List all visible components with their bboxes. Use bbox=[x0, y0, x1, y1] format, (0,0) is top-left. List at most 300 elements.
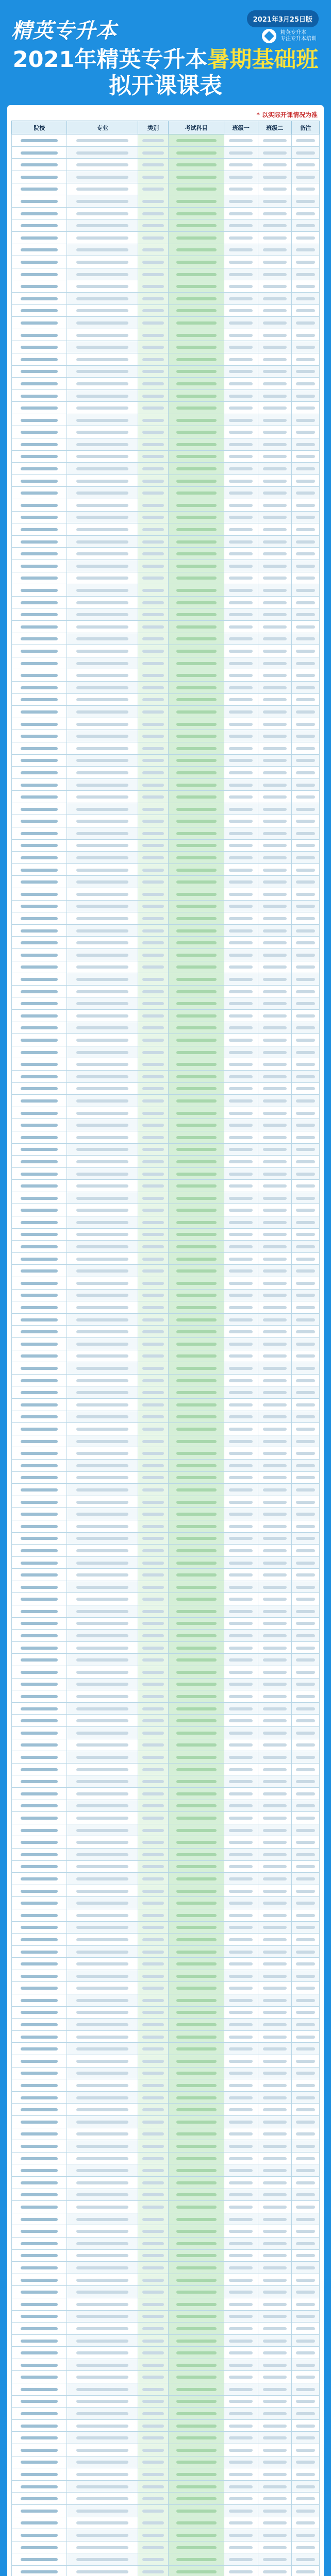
table-cell bbox=[67, 1156, 138, 1168]
table-cell bbox=[292, 1934, 320, 1946]
table-cell bbox=[258, 1775, 292, 1788]
unreadable-text-placeholder bbox=[229, 2096, 253, 2099]
unreadable-text-placeholder bbox=[21, 2023, 58, 2026]
unreadable-text-placeholder bbox=[21, 747, 58, 750]
table-cell bbox=[224, 523, 258, 536]
unreadable-text-placeholder bbox=[142, 856, 164, 859]
unreadable-text-placeholder bbox=[263, 2485, 287, 2488]
table-cell bbox=[12, 2201, 67, 2213]
unreadable-text-placeholder bbox=[76, 2351, 128, 2354]
unreadable-text-placeholder bbox=[21, 893, 58, 896]
unreadable-text-placeholder bbox=[229, 686, 253, 689]
table-cell bbox=[292, 256, 320, 268]
unreadable-text-placeholder bbox=[229, 188, 253, 191]
unreadable-text-placeholder bbox=[176, 917, 217, 920]
unreadable-text-placeholder bbox=[176, 1136, 217, 1139]
table-cell bbox=[138, 1119, 169, 1131]
unreadable-text-placeholder bbox=[263, 321, 287, 325]
table-cell bbox=[169, 900, 224, 912]
table-row bbox=[12, 171, 320, 183]
table-cell bbox=[224, 2274, 258, 2286]
unreadable-text-placeholder bbox=[176, 1683, 217, 1686]
unreadable-text-placeholder bbox=[21, 1415, 58, 1418]
unreadable-text-placeholder bbox=[263, 1573, 287, 1577]
table-cell bbox=[67, 438, 138, 451]
table-cell bbox=[67, 280, 138, 293]
unreadable-text-placeholder bbox=[76, 419, 128, 422]
table-row bbox=[12, 572, 320, 584]
unreadable-text-placeholder bbox=[21, 443, 58, 446]
table-cell bbox=[224, 1824, 258, 1836]
table-row bbox=[12, 389, 320, 402]
table-row bbox=[12, 438, 320, 451]
table-cell bbox=[224, 414, 258, 426]
unreadable-text-placeholder bbox=[263, 1586, 287, 1589]
table-cell bbox=[292, 2541, 320, 2553]
unreadable-text-placeholder bbox=[76, 1951, 128, 1954]
table-cell bbox=[138, 2310, 169, 2323]
table-cell bbox=[138, 2152, 169, 2164]
unreadable-text-placeholder bbox=[296, 1294, 315, 1297]
table-cell bbox=[138, 1994, 169, 2007]
table-cell bbox=[224, 1617, 258, 1630]
table-cell bbox=[292, 341, 320, 353]
table-cell bbox=[12, 1605, 67, 1618]
table-cell bbox=[169, 620, 224, 633]
table-cell bbox=[169, 2371, 224, 2383]
table-row bbox=[12, 1435, 320, 1447]
table-cell bbox=[292, 1958, 320, 1970]
table-cell bbox=[258, 2371, 292, 2383]
unreadable-text-placeholder bbox=[21, 965, 58, 969]
unreadable-text-placeholder bbox=[142, 650, 164, 653]
table-header-cell: 类别 bbox=[138, 121, 169, 134]
table-cell bbox=[292, 778, 320, 791]
unreadable-text-placeholder bbox=[296, 650, 315, 653]
table-cell bbox=[138, 900, 169, 912]
table-cell bbox=[67, 827, 138, 840]
unreadable-text-placeholder bbox=[263, 637, 287, 640]
unreadable-text-placeholder bbox=[263, 601, 287, 604]
unreadable-text-placeholder bbox=[296, 1160, 315, 1163]
unreadable-text-placeholder bbox=[229, 2485, 253, 2488]
unreadable-text-placeholder bbox=[296, 382, 315, 385]
unreadable-text-placeholder bbox=[21, 1719, 58, 1722]
unreadable-text-placeholder bbox=[263, 1197, 287, 1200]
table-cell bbox=[292, 973, 320, 986]
table-cell bbox=[169, 183, 224, 195]
table-cell bbox=[138, 2249, 169, 2262]
unreadable-text-placeholder bbox=[21, 844, 58, 847]
table-cell bbox=[67, 973, 138, 986]
unreadable-text-placeholder bbox=[296, 1136, 315, 1139]
unreadable-text-placeholder bbox=[229, 747, 253, 750]
unreadable-text-placeholder bbox=[176, 2181, 217, 2184]
table-cell bbox=[138, 1860, 169, 1873]
table-cell bbox=[12, 146, 67, 159]
table-cell bbox=[224, 1593, 258, 1605]
table-cell bbox=[138, 292, 169, 304]
unreadable-text-placeholder bbox=[296, 613, 315, 616]
unreadable-text-placeholder bbox=[296, 1792, 315, 1795]
table-cell bbox=[292, 1313, 320, 1326]
unreadable-text-placeholder bbox=[229, 1197, 253, 1200]
unreadable-text-placeholder bbox=[176, 1343, 217, 1346]
unreadable-text-placeholder bbox=[21, 1537, 58, 1540]
table-cell bbox=[224, 1484, 258, 1496]
unreadable-text-placeholder bbox=[142, 2510, 164, 2513]
unreadable-text-placeholder bbox=[263, 2449, 287, 2452]
unreadable-text-placeholder bbox=[176, 1184, 217, 1188]
table-cell bbox=[67, 681, 138, 693]
table-header-cell: 班级二 bbox=[258, 121, 292, 134]
table-cell bbox=[292, 1715, 320, 1727]
table-cell bbox=[138, 596, 169, 608]
table-cell bbox=[12, 1897, 67, 1909]
table-cell bbox=[67, 815, 138, 827]
table-cell bbox=[224, 2310, 258, 2323]
unreadable-text-placeholder bbox=[296, 455, 315, 458]
table-row bbox=[12, 2043, 320, 2055]
unreadable-text-placeholder bbox=[263, 795, 287, 799]
table-cell bbox=[224, 1131, 258, 1143]
table-cell bbox=[138, 1690, 169, 1703]
table-cell bbox=[67, 511, 138, 523]
unreadable-text-placeholder bbox=[296, 1026, 315, 1029]
table-cell bbox=[67, 244, 138, 256]
table-cell bbox=[12, 2006, 67, 2019]
table-cell bbox=[138, 1945, 169, 1958]
unreadable-text-placeholder bbox=[296, 2473, 315, 2476]
table-row bbox=[12, 1423, 320, 1435]
unreadable-text-placeholder bbox=[229, 2461, 253, 2464]
unreadable-text-placeholder bbox=[142, 224, 164, 227]
unreadable-text-placeholder bbox=[263, 2036, 287, 2039]
table-cell bbox=[169, 2079, 224, 2092]
unreadable-text-placeholder bbox=[21, 1428, 58, 1431]
table-cell bbox=[67, 2043, 138, 2055]
unreadable-text-placeholder bbox=[21, 2461, 58, 2464]
table-cell bbox=[292, 706, 320, 718]
table-row bbox=[12, 1508, 320, 1520]
unreadable-text-placeholder bbox=[229, 1269, 253, 1273]
unreadable-text-placeholder bbox=[76, 1075, 128, 1078]
unreadable-text-placeholder bbox=[263, 2473, 287, 2476]
unreadable-text-placeholder bbox=[142, 893, 164, 896]
schedule-sheet bbox=[7, 105, 324, 2576]
table-cell bbox=[169, 827, 224, 840]
unreadable-text-placeholder bbox=[229, 1124, 253, 1127]
table-cell bbox=[258, 2104, 292, 2116]
unreadable-text-placeholder bbox=[296, 601, 315, 604]
unreadable-text-placeholder bbox=[76, 1160, 128, 1163]
unreadable-text-placeholder bbox=[296, 1573, 315, 1577]
unreadable-text-placeholder bbox=[263, 2206, 287, 2209]
table-cell bbox=[292, 1058, 320, 1071]
table-cell bbox=[12, 2274, 67, 2286]
table-cell bbox=[224, 2164, 258, 2177]
table-cell bbox=[224, 171, 258, 183]
unreadable-text-placeholder bbox=[76, 2047, 128, 2050]
table-row bbox=[12, 231, 320, 244]
table-cell bbox=[258, 548, 292, 560]
table-cell bbox=[169, 2055, 224, 2067]
unreadable-text-placeholder bbox=[229, 941, 253, 944]
table-cell bbox=[292, 1921, 320, 1934]
unreadable-text-placeholder bbox=[76, 1975, 128, 1978]
table-cell bbox=[258, 231, 292, 244]
unreadable-text-placeholder bbox=[296, 893, 315, 896]
table-cell bbox=[12, 2225, 67, 2238]
table-cell bbox=[67, 1301, 138, 1314]
unreadable-text-placeholder bbox=[142, 1476, 164, 1479]
table-cell bbox=[12, 754, 67, 767]
table-cell bbox=[169, 1070, 224, 1082]
unreadable-text-placeholder bbox=[176, 176, 217, 179]
table-cell bbox=[138, 548, 169, 560]
unreadable-text-placeholder bbox=[176, 698, 217, 701]
table-cell bbox=[258, 584, 292, 597]
table-cell bbox=[292, 2176, 320, 2189]
unreadable-text-placeholder bbox=[76, 2193, 128, 2196]
unreadable-text-placeholder bbox=[229, 1367, 253, 1370]
table-cell bbox=[67, 1252, 138, 1265]
table-cell bbox=[67, 657, 138, 669]
table-cell bbox=[138, 973, 169, 986]
unreadable-text-placeholder bbox=[296, 844, 315, 847]
table-cell bbox=[292, 888, 320, 901]
unreadable-text-placeholder bbox=[176, 650, 217, 653]
unreadable-text-placeholder bbox=[21, 2072, 58, 2075]
table-row bbox=[12, 134, 320, 147]
table-cell bbox=[12, 1289, 67, 1301]
unreadable-text-placeholder bbox=[263, 309, 287, 312]
unreadable-text-placeholder bbox=[296, 808, 315, 811]
table-cell bbox=[138, 463, 169, 475]
unreadable-text-placeholder bbox=[21, 978, 58, 981]
unreadable-text-placeholder bbox=[21, 1330, 58, 1333]
table-row bbox=[12, 900, 320, 912]
unreadable-text-placeholder bbox=[21, 297, 58, 300]
unreadable-text-placeholder bbox=[142, 2121, 164, 2124]
table-row bbox=[12, 1630, 320, 1642]
table-cell bbox=[67, 1702, 138, 1715]
unreadable-text-placeholder bbox=[142, 2072, 164, 2075]
unreadable-text-placeholder bbox=[229, 1379, 253, 1382]
table-cell bbox=[258, 2152, 292, 2164]
table-cell bbox=[12, 1326, 67, 1338]
unreadable-text-placeholder bbox=[296, 552, 315, 555]
unreadable-text-placeholder bbox=[263, 2266, 287, 2269]
table-cell bbox=[292, 961, 320, 973]
table-cell bbox=[12, 2286, 67, 2298]
table-cell bbox=[258, 2517, 292, 2529]
table-cell bbox=[169, 2359, 224, 2371]
unreadable-text-placeholder bbox=[229, 334, 253, 337]
table-cell bbox=[292, 2383, 320, 2396]
table-cell bbox=[292, 2347, 320, 2359]
unreadable-text-placeholder bbox=[76, 601, 128, 604]
table-cell bbox=[169, 863, 224, 876]
table-cell bbox=[169, 378, 224, 390]
table-row bbox=[12, 1873, 320, 1885]
unreadable-text-placeholder bbox=[142, 528, 164, 531]
table-cell bbox=[224, 341, 258, 353]
table-cell bbox=[258, 1630, 292, 1642]
table-cell bbox=[67, 548, 138, 560]
table-cell bbox=[224, 657, 258, 669]
unreadable-text-placeholder bbox=[142, 236, 164, 240]
table-cell bbox=[138, 256, 169, 268]
unreadable-text-placeholder bbox=[176, 1294, 217, 1297]
table-cell bbox=[169, 2140, 224, 2153]
table-row bbox=[12, 1228, 320, 1241]
table-cell bbox=[258, 389, 292, 402]
unreadable-text-placeholder bbox=[176, 1999, 217, 2002]
unreadable-text-placeholder bbox=[176, 1525, 217, 1528]
unreadable-text-placeholder bbox=[263, 589, 287, 592]
table-cell bbox=[258, 2432, 292, 2444]
table-row bbox=[12, 1800, 320, 1812]
table-cell bbox=[138, 633, 169, 645]
table-row bbox=[12, 1241, 320, 1253]
table-cell bbox=[138, 1763, 169, 1775]
unreadable-text-placeholder bbox=[21, 2534, 58, 2537]
unreadable-text-placeholder bbox=[76, 431, 128, 434]
unreadable-text-placeholder bbox=[263, 2327, 287, 2330]
unreadable-text-placeholder bbox=[229, 650, 253, 653]
unreadable-text-placeholder bbox=[229, 1452, 253, 1455]
table-cell bbox=[224, 863, 258, 876]
unreadable-text-placeholder bbox=[229, 236, 253, 240]
unreadable-text-placeholder bbox=[76, 1817, 128, 1820]
unreadable-text-placeholder bbox=[229, 200, 253, 203]
table-cell bbox=[67, 2359, 138, 2371]
table-cell bbox=[138, 1824, 169, 1836]
unreadable-text-placeholder bbox=[229, 589, 253, 592]
table-cell bbox=[169, 2091, 224, 2104]
unreadable-text-placeholder bbox=[76, 1829, 128, 1832]
unreadable-text-placeholder bbox=[176, 2364, 217, 2367]
table-cell bbox=[138, 1252, 169, 1265]
unreadable-text-placeholder bbox=[176, 2521, 217, 2524]
table-cell bbox=[258, 146, 292, 159]
table-cell bbox=[258, 341, 292, 353]
table-cell bbox=[67, 1581, 138, 1593]
unreadable-text-placeholder bbox=[142, 589, 164, 592]
table-cell bbox=[138, 1727, 169, 1739]
unreadable-text-placeholder bbox=[176, 370, 217, 373]
table-cell bbox=[224, 2079, 258, 2092]
table-cell bbox=[258, 839, 292, 852]
unreadable-text-placeholder bbox=[76, 492, 128, 495]
table-cell bbox=[258, 1022, 292, 1034]
unreadable-text-placeholder bbox=[76, 1537, 128, 1540]
unreadable-text-placeholder bbox=[142, 1026, 164, 1029]
table-row bbox=[12, 1496, 320, 1508]
unreadable-text-placeholder bbox=[142, 2084, 164, 2087]
table-cell bbox=[138, 669, 169, 682]
unreadable-text-placeholder bbox=[263, 686, 287, 689]
unreadable-text-placeholder bbox=[142, 613, 164, 616]
table-cell bbox=[12, 1471, 67, 1484]
table-cell bbox=[258, 1301, 292, 1314]
table-cell bbox=[224, 1812, 258, 1824]
table-row bbox=[12, 207, 320, 219]
table-cell bbox=[67, 706, 138, 718]
unreadable-text-placeholder bbox=[263, 2291, 287, 2294]
table-cell bbox=[224, 2262, 258, 2274]
table-cell bbox=[169, 2104, 224, 2116]
table-cell bbox=[67, 1313, 138, 1326]
table-cell bbox=[258, 1970, 292, 1982]
unreadable-text-placeholder bbox=[296, 1647, 315, 1650]
table-cell bbox=[169, 949, 224, 961]
unreadable-text-placeholder bbox=[263, 2315, 287, 2318]
unreadable-text-placeholder bbox=[21, 686, 58, 689]
table-cell bbox=[67, 1447, 138, 1460]
unreadable-text-placeholder bbox=[229, 1063, 253, 1066]
unreadable-text-placeholder bbox=[296, 1586, 315, 1589]
table-cell bbox=[12, 1277, 67, 1290]
unreadable-text-placeholder bbox=[263, 2425, 287, 2428]
table-cell bbox=[258, 1107, 292, 1119]
unreadable-text-placeholder bbox=[142, 1537, 164, 1540]
unreadable-text-placeholder bbox=[142, 1087, 164, 1090]
table-cell bbox=[12, 2493, 67, 2505]
unreadable-text-placeholder bbox=[142, 540, 164, 544]
table-cell bbox=[169, 2201, 224, 2213]
unreadable-text-placeholder bbox=[21, 163, 58, 166]
table-cell bbox=[169, 997, 224, 1010]
unreadable-text-placeholder bbox=[296, 1707, 315, 1710]
unreadable-text-placeholder bbox=[176, 2510, 217, 2513]
table-cell bbox=[292, 1119, 320, 1131]
table-cell bbox=[292, 863, 320, 876]
table-cell bbox=[292, 2140, 320, 2153]
unreadable-text-placeholder bbox=[76, 200, 128, 203]
table-cell bbox=[224, 827, 258, 840]
table-cell bbox=[292, 329, 320, 341]
table-cell bbox=[138, 2529, 169, 2541]
table-cell bbox=[224, 1982, 258, 1994]
unreadable-text-placeholder bbox=[21, 601, 58, 604]
unreadable-text-placeholder bbox=[263, 285, 287, 288]
unreadable-text-placeholder bbox=[296, 2181, 315, 2184]
table-cell bbox=[258, 1326, 292, 1338]
table-cell bbox=[67, 219, 138, 232]
unreadable-text-placeholder bbox=[296, 176, 315, 179]
table-row bbox=[12, 2201, 320, 2213]
table-cell bbox=[138, 231, 169, 244]
unreadable-text-placeholder bbox=[142, 2279, 164, 2282]
table-cell bbox=[292, 912, 320, 925]
table-cell bbox=[258, 852, 292, 864]
unreadable-text-placeholder bbox=[296, 941, 315, 944]
unreadable-text-placeholder bbox=[296, 419, 315, 422]
unreadable-text-placeholder bbox=[76, 1464, 128, 1467]
unreadable-text-placeholder bbox=[296, 2096, 315, 2099]
unreadable-text-placeholder bbox=[176, 1562, 217, 1565]
table-cell bbox=[12, 450, 67, 463]
table-cell bbox=[12, 2164, 67, 2177]
unreadable-text-placeholder bbox=[176, 540, 217, 544]
table-cell bbox=[67, 1107, 138, 1119]
table-cell bbox=[138, 1605, 169, 1618]
unreadable-text-placeholder bbox=[21, 1683, 58, 1686]
table-cell bbox=[169, 2419, 224, 2432]
table-cell bbox=[67, 912, 138, 925]
